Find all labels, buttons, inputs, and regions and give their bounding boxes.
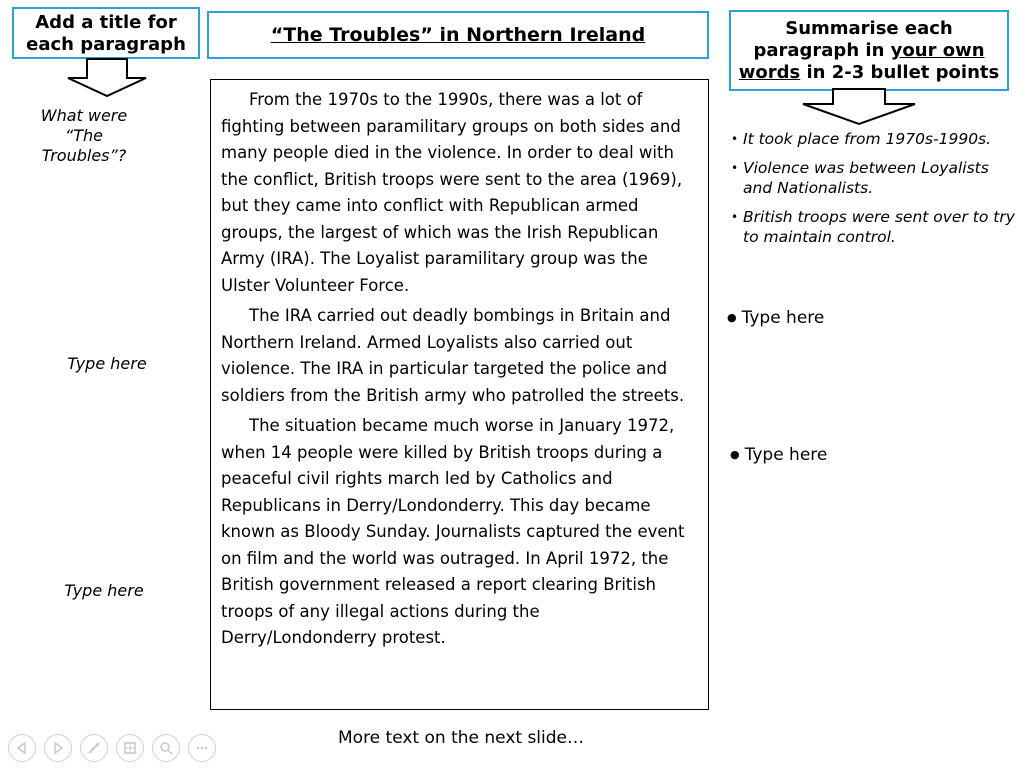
slideshow-controls bbox=[8, 734, 216, 762]
paragraph-1: From the 1970s to the 1990s, there was a lot of fighting between paramilitary groups on both sides and many people died in the violence. In order to deal with the conflict, British troops were sent to the area (1969), but they came into conflict with Republican armed groups, the largest of which was the Irish Republican Army (IRA). The Loyalist paramilitary group was the Ulster Volunteer Force. bbox=[221, 90, 683, 295]
summary-header-part1: Summarise each paragraph in bbox=[753, 18, 953, 61]
summary-2-text: Type here bbox=[741, 308, 825, 328]
paragraph-title-2-input[interactable]: Type here bbox=[67, 354, 147, 373]
paragraph-title-1[interactable]: What were “The Troubles”? bbox=[40, 106, 128, 165]
footer-note: More text on the next slide… bbox=[338, 728, 585, 748]
summary-header-emphasis: your own words bbox=[738, 40, 985, 83]
paragraph-2: The IRA carried out deadly bombings in Britain and Northern Ireland. Armed Loyalists also carried out violence. The IRA in particular targeted the police and soldiers from the British army who patrolled the streets. bbox=[221, 306, 685, 405]
pen-icon[interactable] bbox=[80, 734, 108, 762]
summary-bullet[interactable]: • It took place from 1970s-1990s. bbox=[731, 129, 1021, 149]
paragraph-3: The situation became much worse in January 1972, when 14 people were killed by British troops during a peaceful civil rights march led by Catholics and Republicans in Derry/Londonderry. This day became known as Bloody Sunday. Journalists captured the event on film and the world was outraged. In April 1972, the British government released a report clearing British troops of any illegal actions during the Derry/Londonderry protest. bbox=[221, 416, 685, 647]
summary-header bbox=[729, 10, 1009, 91]
previous-icon[interactable] bbox=[8, 734, 36, 762]
page-title bbox=[207, 11, 709, 59]
zoom-icon[interactable] bbox=[152, 734, 180, 762]
bullet-icon: ● bbox=[730, 448, 740, 461]
paragraph-title-3-input[interactable]: Type here bbox=[64, 581, 144, 600]
down-arrow-icon bbox=[65, 58, 149, 98]
summary-bullet-list[interactable] bbox=[731, 129, 1021, 256]
summary-3-input[interactable] bbox=[730, 445, 827, 465]
summary-2-input[interactable] bbox=[727, 308, 824, 328]
source-text-box bbox=[210, 79, 709, 710]
summary-bullet[interactable]: • British troops were sent over to try to maintain control. bbox=[731, 207, 1021, 247]
bullet-icon: ● bbox=[727, 311, 737, 324]
down-arrow-icon bbox=[800, 88, 918, 126]
page-title-text: “The Troubles” in Northern Ireland bbox=[270, 24, 646, 46]
paragraph-title-header: Add a title for each paragraph bbox=[12, 7, 200, 59]
summary-bullet[interactable]: • Violence was between Loyalists and Nationalists. bbox=[731, 158, 1021, 198]
summary-header-part2: in 2-3 bullet points bbox=[800, 62, 1000, 83]
next-icon[interactable] bbox=[44, 734, 72, 762]
summary-3-text: Type here bbox=[744, 445, 828, 465]
more-icon[interactable] bbox=[188, 734, 216, 762]
slides-icon[interactable] bbox=[116, 734, 144, 762]
